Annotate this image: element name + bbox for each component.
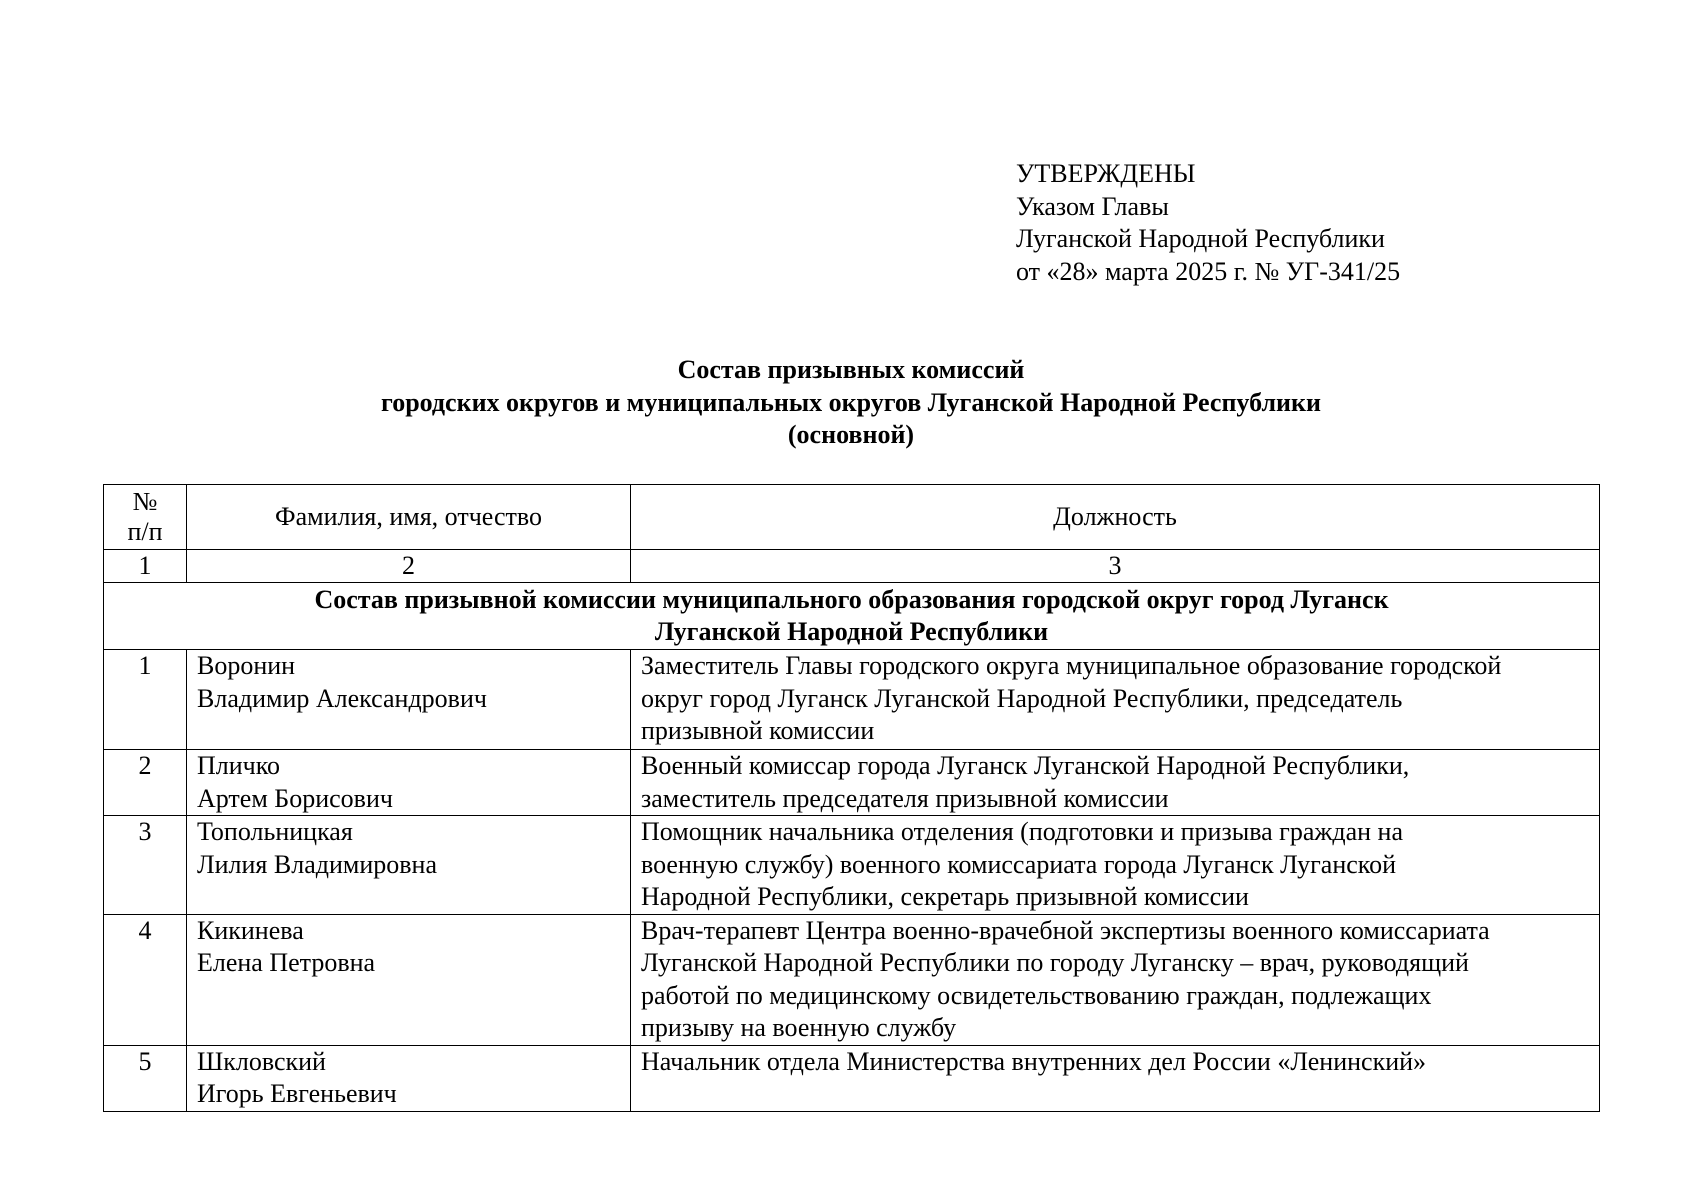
member-surname: Шкловский xyxy=(197,1046,326,1076)
position-line: призыву на военную службу xyxy=(641,1013,957,1042)
member-name xyxy=(187,650,631,750)
member-surname: Воронин xyxy=(197,651,296,680)
position-line: Врач-терапевт Центра военно-врачебной экспертизы военного комиссариата xyxy=(641,915,1490,945)
column-index-row xyxy=(104,550,1600,583)
section-header-row xyxy=(104,583,1600,650)
member-position xyxy=(631,816,1600,915)
table-row xyxy=(104,750,1600,816)
position-line: призывной комиссии xyxy=(641,716,875,745)
row-number: 2 xyxy=(104,750,187,816)
position-line: Военный комиссар города Луганск Луганской Народной Республики, xyxy=(641,751,1410,780)
member-position xyxy=(631,914,1600,1045)
header-number-line-2: п/п xyxy=(127,517,163,546)
member-position xyxy=(631,650,1600,750)
member-name xyxy=(187,1045,631,1111)
member-given-names: Владимир Александрович xyxy=(197,683,487,713)
member-position xyxy=(631,1045,1600,1111)
row-number: 5 xyxy=(104,1045,187,1111)
section-header xyxy=(104,583,1600,650)
table-row xyxy=(104,1045,1600,1111)
table-header-row xyxy=(104,485,1600,550)
member-surname: Кикинева xyxy=(197,915,304,945)
member-surname: Пличко xyxy=(197,751,281,780)
member-given-names: Игорь Евгеньевич xyxy=(197,1079,397,1108)
member-name xyxy=(187,816,631,915)
position-line: военную службу) военного комиссариата города Луганск Луганской xyxy=(641,849,1397,879)
title-line-2: городских округов и муниципальных округов Луганской Народной Республики xyxy=(381,387,1321,417)
header-number-line-1: № xyxy=(132,487,158,516)
member-surname: Топольницкая xyxy=(197,817,353,846)
section-line-2: Луганской Народной Республики xyxy=(654,617,1049,646)
position-line: Заместитель Главы городского округа муниципальное образование городской xyxy=(641,651,1502,680)
row-number: 3 xyxy=(104,816,187,915)
table-row xyxy=(104,914,1600,1045)
header-number xyxy=(104,485,187,550)
position-line: округ город Луганск Луганской Народной Республики, председатель xyxy=(641,683,1403,713)
row-number: 1 xyxy=(104,650,187,750)
position-line: Помощник начальника отделения (подготовки и призыва граждан на xyxy=(641,817,1403,846)
position-line: работой по медицинскому освидетельствованию граждан, подлежащих xyxy=(641,980,1432,1010)
column-index-1: 1 xyxy=(104,550,187,583)
approval-line-2: Указом Главы xyxy=(1016,191,1169,221)
member-name xyxy=(187,914,631,1045)
member-given-names: Артем Борисович xyxy=(197,783,393,813)
position-line: Луганской Народной Республики по городу Луганску – врач, руководящий xyxy=(641,948,1469,977)
position-line: заместитель председателя призывной комиссии xyxy=(641,783,1169,813)
title-line-1: Состав призывных комиссий xyxy=(677,355,1025,384)
commission-table xyxy=(103,484,1600,1112)
position-line: Народной Республики, секретарь призывной комиссии xyxy=(641,882,1249,911)
member-position xyxy=(631,750,1600,816)
approval-line-4: от «28» марта 2025 г. № УГ-341/25 xyxy=(1016,256,1401,286)
section-line-1: Состав призывной комиссии муниципального образования городской округ город Луганск xyxy=(314,585,1389,614)
approval-line-3: Луганской Народной Республики xyxy=(1016,224,1385,253)
position-line: Начальник отдела Министерства внутренних дел России «Ленинский» xyxy=(641,1046,1427,1076)
approval-line-1: УТВЕРЖДЕНЫ xyxy=(1016,159,1196,188)
header-name: Фамилия, имя, отчество xyxy=(187,485,631,550)
header-position: Должность xyxy=(631,485,1600,550)
document-title xyxy=(103,354,1599,452)
title-line-3: (основной) xyxy=(787,420,915,449)
member-name xyxy=(187,750,631,816)
table-row xyxy=(104,816,1600,915)
member-given-names: Лилия Владимировна xyxy=(197,849,437,879)
column-index-3: 3 xyxy=(631,550,1600,583)
row-number: 4 xyxy=(104,914,187,1045)
column-index-2: 2 xyxy=(187,550,631,583)
table-row xyxy=(104,650,1600,750)
approval-block xyxy=(1016,158,1400,288)
member-given-names: Елена Петровна xyxy=(197,948,376,977)
